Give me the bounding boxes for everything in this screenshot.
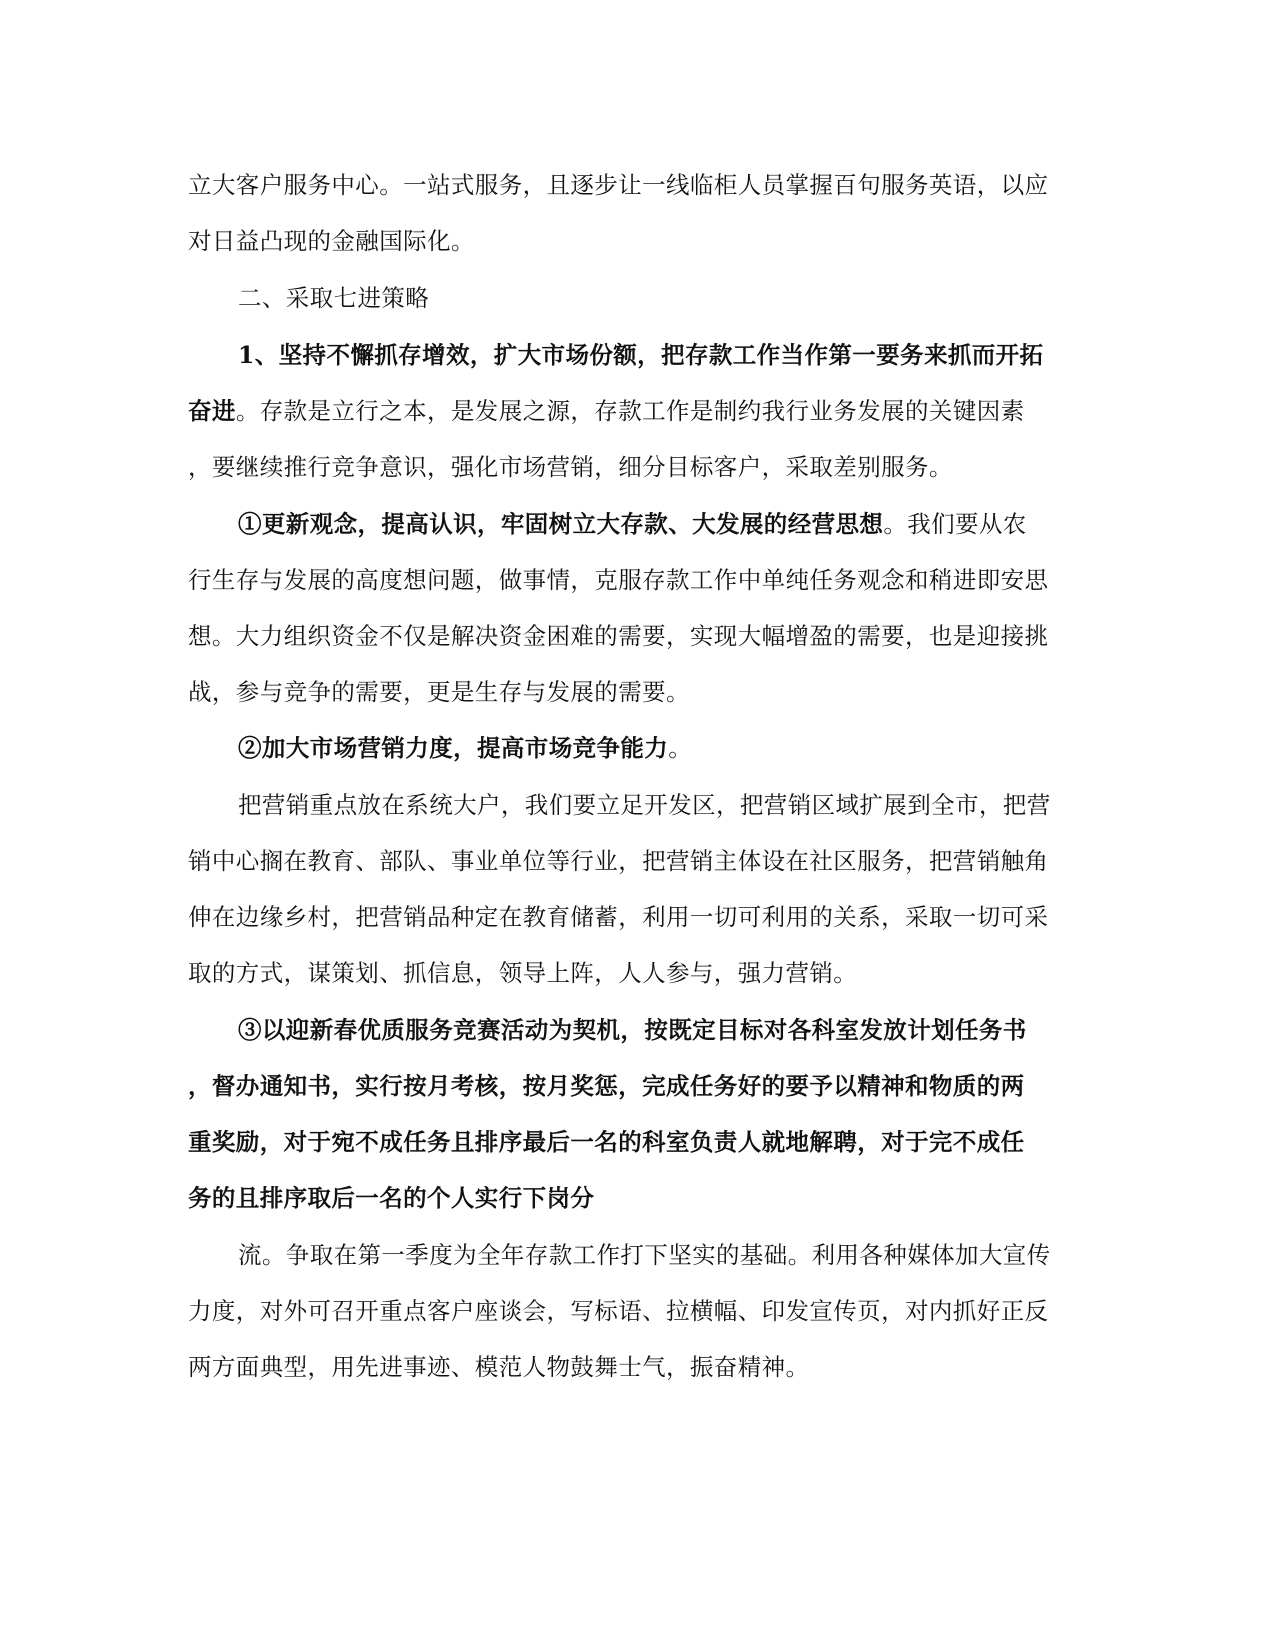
bold-heading-line: ，督办通知书，实行按月考核，按月奖惩，完成任务好的要予以精神和物质的两 bbox=[188, 1072, 1025, 1100]
paragraph-line: 力度，对外可召开重点客户座谈会，写标语、拉横幅、印发宣传页，对内抓好正反 bbox=[188, 1297, 1049, 1325]
paragraph-line: 伸在边缘乡村，把营销品种定在教育储蓄，利用一切可利用的关系，采取一切可采 bbox=[188, 903, 1049, 931]
paragraph-line: 立大客户服务中心。一站式服务，且逐步让一线临柜人员掌握百句服务英语，以应 bbox=[188, 171, 1049, 199]
normal-text: 。存款是立行之本，是发展之源，存款工作是制约我行业务发展的关键因素 bbox=[235, 397, 1025, 425]
paragraph-line bbox=[238, 733, 1138, 763]
paragraph-line: 行生存与发展的高度想问题，做事情，克服存款工作中单纯任务观念和稍进即安思 bbox=[188, 566, 1049, 594]
paragraph-line: 把营销重点放在系统大户，我们要立足开发区，把营销区域扩展到全市，把营 bbox=[238, 791, 1051, 819]
paragraph-line: 流。争取在第一季度为全年存款工作打下坚实的基础。利用各种媒体加大宣传 bbox=[238, 1241, 1051, 1269]
paragraph-line: ，要继续推行竞争意识，强化市场营销，细分目标客户，采取差别服务。 bbox=[188, 453, 953, 481]
paragraph-line: 取的方式，谋策划、抓信息，领导上阵，人人参与，强力营销。 bbox=[188, 959, 858, 987]
normal-text: 。我们要从农 bbox=[883, 510, 1027, 538]
bold-heading-line: 务的且排序取后一名的个人实行下岗分 bbox=[188, 1184, 595, 1212]
bold-lead-text: 奋进 bbox=[188, 397, 236, 425]
paragraph-line: 战，参与竞争的需要，更是生存与发展的需要。 bbox=[188, 678, 690, 706]
bold-lead-text: ①更新观念，提高认识，牢固树立大存款、大发展的经营思想 bbox=[238, 510, 884, 538]
paragraph-line: 想。大力组织资金不仅是解决资金困难的需要，实现大幅增盈的需要，也是迎接挑 bbox=[188, 622, 1049, 650]
paragraph-line: 两方面典型，用先进事迹、模范人物鼓舞士气，振奋精神。 bbox=[188, 1353, 810, 1381]
bold-heading-line: 重奖励，对于宛不成任务且排序最后一名的科室负责人就地解聘，对于完不成任 bbox=[188, 1128, 1025, 1156]
bold-lead-text: ②加大市场营销力度，提高市场竞争能力 bbox=[238, 734, 669, 762]
normal-text: 。 bbox=[668, 734, 693, 762]
section-heading: 二、采取七进策略 bbox=[238, 284, 430, 312]
paragraph-line: 销中心搁在教育、部队、事业单位等行业，把营销主体设在社区服务，把营销触角 bbox=[188, 847, 1049, 875]
paragraph-line bbox=[188, 396, 1088, 426]
paragraph-line: 对日益凸现的金融国际化。 bbox=[188, 227, 475, 255]
paragraph-line bbox=[238, 509, 1138, 539]
bold-heading-line: ③以迎新春优质服务竞赛活动为契机，按既定目标对各科室发放计划任务书 bbox=[238, 1016, 1027, 1044]
bold-heading-line: 1、坚持不懈抓存增效，扩大市场份额，把存款工作当作第一要务来抓而开拓 bbox=[238, 341, 1044, 369]
